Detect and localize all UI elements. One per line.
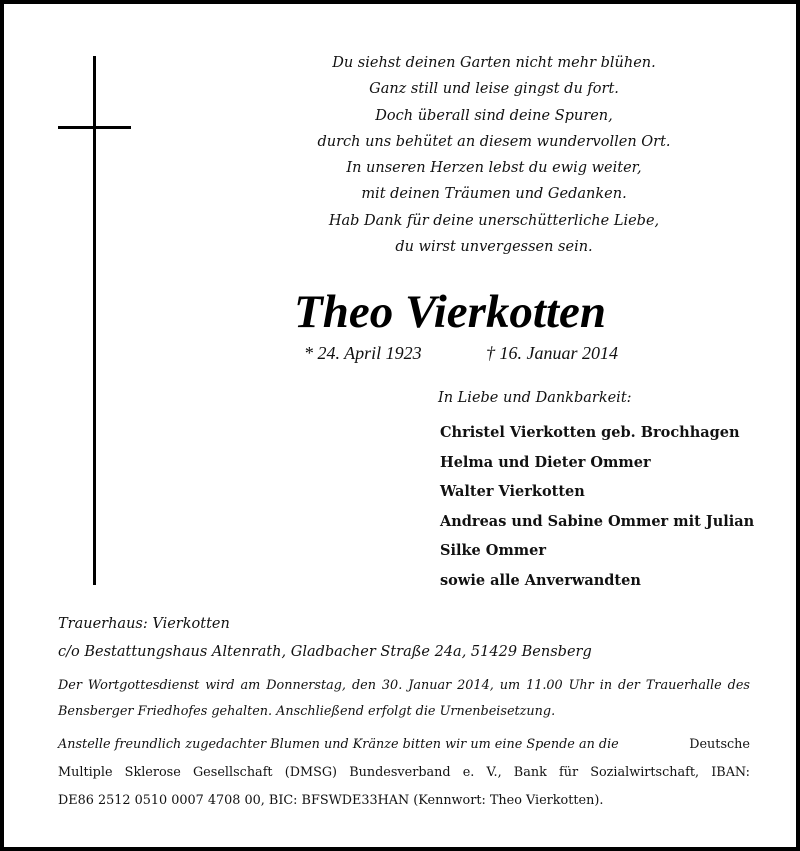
donation-line: DE86 2512 0510 0007 4708 00, BIC: BFSWDE33HAN (Kennwort: Theo Vierkotten). <box>58 793 604 808</box>
poem-line: mit deinen Träumen und Gedanken. <box>361 186 627 203</box>
cross-vertical-bar <box>93 56 96 585</box>
mourner-name: Walter Vierkotten <box>440 483 585 501</box>
mourning-house-address <box>58 610 592 666</box>
poem-line: du wirst unvergessen sein. <box>395 239 593 256</box>
mourner-name: Silke Ommer <box>440 542 546 560</box>
cross-horizontal-bar <box>58 126 131 129</box>
donation-notice <box>58 731 750 815</box>
donation-line <box>58 731 750 759</box>
mourners-intro: In Liebe und Dankbarkeit: <box>438 390 632 406</box>
memorial-poem <box>284 50 704 260</box>
poem-line: Doch überall sind deine Spuren, <box>375 107 613 124</box>
donation-text: Deutsche <box>685 737 750 752</box>
service-notice <box>58 673 750 725</box>
donation-line: Multiple Sklerose Gesellschaft (DMSG) Bundesverband e. V., Bank für Sozialwirtschaft, IBAN: <box>58 765 750 780</box>
poem-line: Du siehst deinen Garten nicht mehr blühen. <box>332 55 656 71</box>
death-date: † 16. Januar 2014 <box>486 343 618 363</box>
address-line: Trauerhaus: Vierkotten <box>58 616 230 632</box>
poem-line: In unseren Herzen lebst du ewig weiter, <box>346 160 642 177</box>
mourner-name: Andreas und Sabine Ommer mit Julian <box>440 512 755 530</box>
poem-line: durch uns behütet an diesem wundervollen Ort. <box>317 133 671 150</box>
birth-date: * 24. April 1923 <box>304 343 422 363</box>
mourners-list <box>440 418 754 596</box>
address-line: c/o Bestattungshaus Altenrath, Gladbacher Straße 24a, 51429 Bensberg <box>58 644 592 660</box>
deceased-name: Theo Vierkotten <box>294 286 607 338</box>
mourner-name: Helma und Dieter Ommer <box>440 453 651 471</box>
mourner-name: Christel Vierkotten geb. Brochhagen <box>440 424 740 441</box>
poem-line: Ganz still und leise gingst du fort. <box>369 81 619 98</box>
service-line: Bensberger Friedhofes gehalten. Anschließend erfolgt die Urnenbeisetzung. <box>58 704 556 719</box>
mourner-name: sowie alle Anverwandten <box>440 571 641 589</box>
donation-text-italic: Anstelle freundlich zugedachter Blumen und Kränze bitten wir um eine Spende an die <box>58 737 619 752</box>
service-line: Der Wortgottesdienst wird am Donnerstag, den 30. Januar 2014, um 11.00 Uhr in der Trauerhalle des <box>58 678 750 693</box>
poem-line: Hab Dank für deine unerschütterliche Liebe, <box>328 212 660 229</box>
